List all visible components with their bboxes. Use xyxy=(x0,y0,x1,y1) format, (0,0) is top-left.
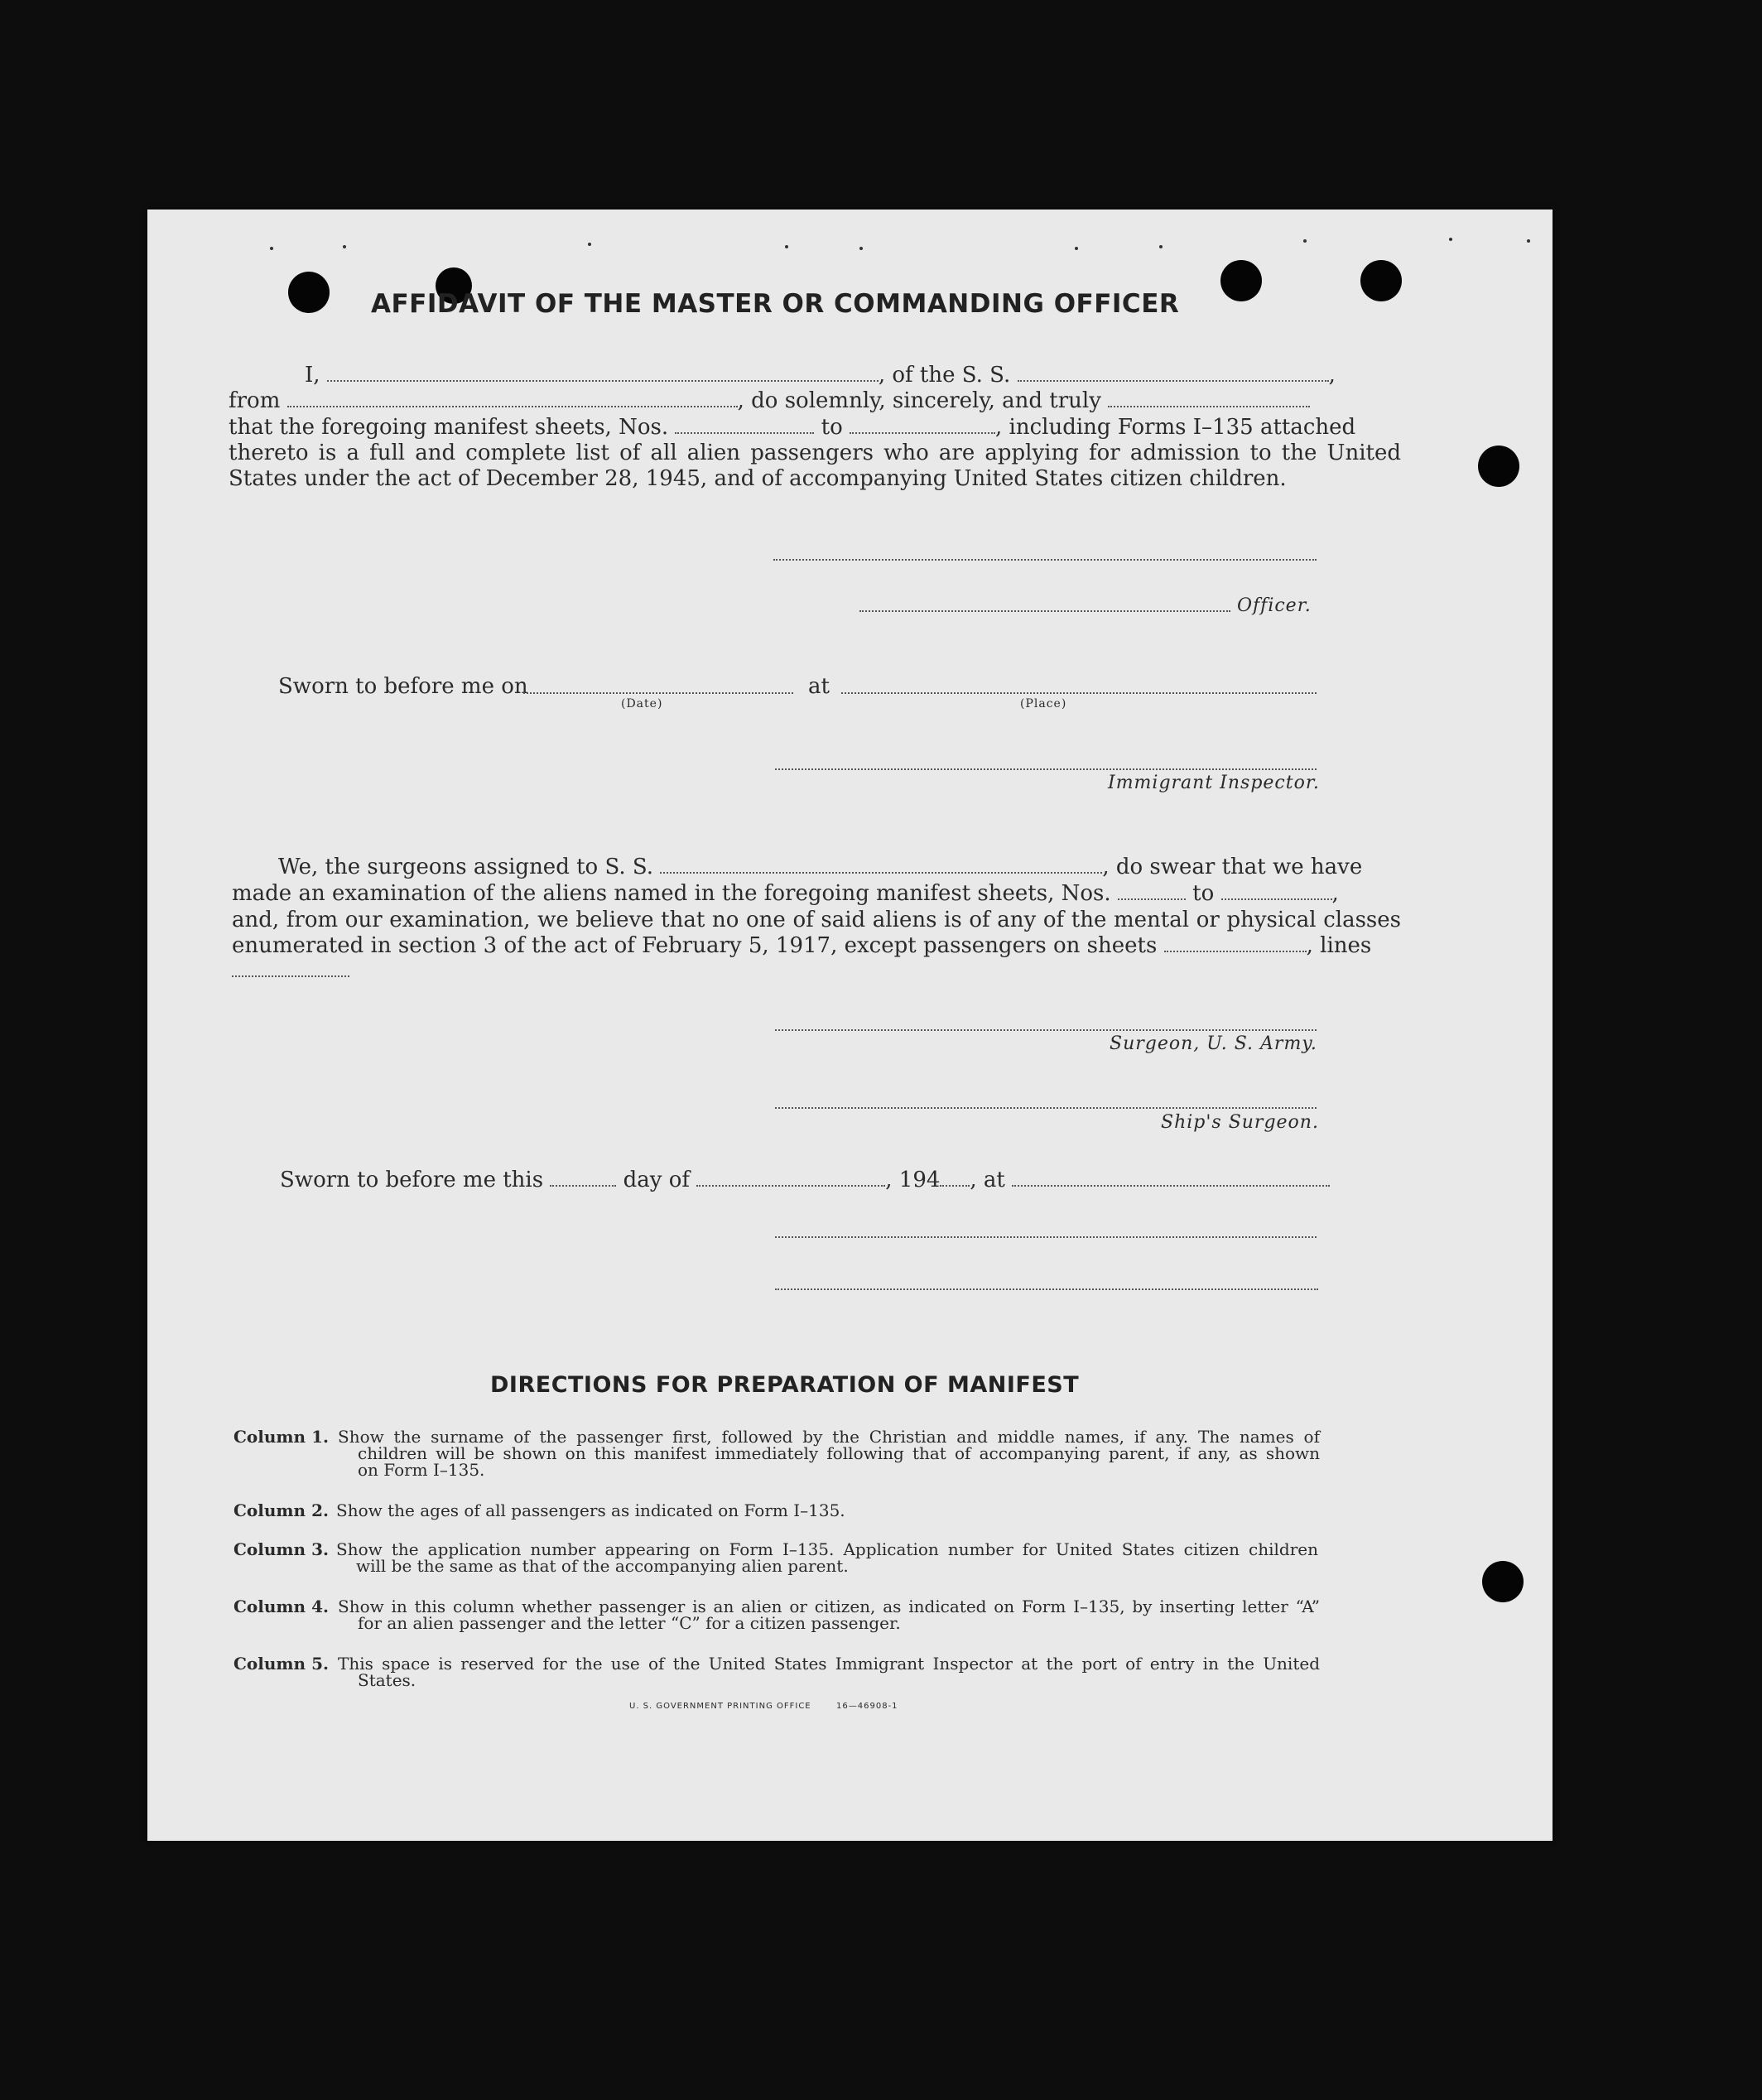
text: Sworn to before me this xyxy=(280,1168,544,1192)
text: will be the same as that of the accompanying alien parent. xyxy=(356,1556,849,1576)
punch-hole xyxy=(1360,260,1402,301)
text: Sworn to before me on xyxy=(278,674,528,699)
exception-lines-field[interactable] xyxy=(232,975,349,977)
inspector-signature-line-2[interactable] xyxy=(775,1236,1317,1238)
text: Show the ages of all passengers as indicated on Form I–135. xyxy=(336,1500,845,1520)
affidavit-title: AFFIDAVIT OF THE MASTER OR COMMANDING OFFICER xyxy=(371,289,1180,319)
speck xyxy=(343,245,346,248)
text: , including Forms I–135 attached xyxy=(995,415,1356,440)
text: I, xyxy=(305,363,320,388)
affidavit-line-4: thereto is a full and complete list of all alien passengers who are applying for admission to the United xyxy=(229,441,1401,465)
column-4-label: Column 4. xyxy=(233,1597,329,1616)
sheet-from-field[interactable] xyxy=(675,417,814,434)
speck xyxy=(1449,238,1452,241)
sworn-at: at xyxy=(808,674,830,699)
text: children will be shown on this manifest immediately following that of accompanying parent, if any, as shown xyxy=(358,1443,1320,1463)
text: to xyxy=(1192,881,1215,906)
text: that the foregoing manifest sheets, Nos. xyxy=(229,415,669,440)
column-1-text xyxy=(338,1428,1320,1478)
text: to xyxy=(821,415,843,440)
text: States. xyxy=(358,1670,416,1690)
column-3-text xyxy=(336,1541,1318,1574)
sworn-day-field[interactable] xyxy=(550,1170,616,1187)
speck xyxy=(1075,247,1078,250)
surgeons-line-2 xyxy=(232,880,1401,907)
text: Show in this column whether passenger is an alien or citizen, as indicated on Form I–135, by inserting letter “A” xyxy=(338,1597,1320,1616)
text: , xyxy=(1331,881,1339,906)
column-2-text xyxy=(336,1502,1318,1519)
sworn-month-field[interactable] xyxy=(696,1170,885,1187)
officer-label: Officer. xyxy=(1237,595,1312,616)
text: Show the surname of the passenger first, followed by the Christian and middle names, if any. The names of xyxy=(338,1427,1320,1447)
column-1-label: Column 1. xyxy=(233,1427,329,1447)
officer-signature-line[interactable] xyxy=(859,610,1230,612)
text: on Form I–135. xyxy=(358,1460,485,1480)
inspector-label: Immigrant Inspector. xyxy=(1108,773,1320,793)
speck xyxy=(785,245,788,248)
speck xyxy=(588,243,591,246)
surgeon-sheet-from-field[interactable] xyxy=(1118,884,1186,900)
punch-hole xyxy=(1482,1561,1524,1602)
sworn-statement-2 xyxy=(280,1167,1330,1193)
sworn-place-field[interactable] xyxy=(841,692,1317,694)
text: , do swear that we have xyxy=(1102,855,1363,879)
affidavit-line-1 xyxy=(272,362,1444,388)
text: for an alien passenger and the letter “C” for a citizen passenger. xyxy=(358,1613,901,1633)
army-surgeon-signature-line[interactable] xyxy=(775,1029,1317,1031)
master-name-field[interactable] xyxy=(327,365,879,382)
affidavit-line-5: States under the act of December 28, 1945, and of accompanying United States citizen children. xyxy=(229,466,1287,491)
affidavit-line-3 xyxy=(229,414,1401,441)
sworn-date-field[interactable] xyxy=(523,692,793,694)
text: , do solemnly, sincerely, and truly xyxy=(737,388,1101,413)
surgeons-line-4 xyxy=(232,932,1401,959)
text: , of the S. S. xyxy=(878,363,1011,388)
column-4-text xyxy=(338,1598,1320,1631)
sworn-year-field[interactable] xyxy=(940,1170,970,1187)
place-caption: (Place) xyxy=(1020,697,1067,710)
speck xyxy=(1303,239,1307,243)
speck xyxy=(270,247,273,250)
column-5-label: Column 5. xyxy=(233,1654,329,1674)
surgeons-line-3: and, from our examination, we believe that no one of said aliens is of any of the mental or physical classes xyxy=(232,908,1401,932)
form-code: 16—46908-1 xyxy=(836,1702,898,1711)
affidavit-line-2 xyxy=(229,388,1401,414)
inspector-signature-line[interactable] xyxy=(775,768,1317,770)
sworn-statement-1 xyxy=(278,673,528,700)
text: , 194 xyxy=(885,1168,941,1192)
oath-field[interactable] xyxy=(1108,391,1310,407)
sheet-to-field[interactable] xyxy=(850,417,995,434)
text: , xyxy=(1328,363,1336,388)
speck xyxy=(1159,245,1163,248)
army-surgeon-label: Surgeon, U. S. Army. xyxy=(1110,1033,1317,1054)
punch-hole xyxy=(288,272,330,313)
text: from xyxy=(229,388,281,413)
exception-sheets-field[interactable] xyxy=(1164,936,1307,952)
text: This space is reserved for the use of the United States Immigrant Inspector at the port of entry in the United xyxy=(338,1654,1320,1674)
ship-surgeon-label: Ship's Surgeon. xyxy=(1161,1112,1319,1133)
inspector-title-line[interactable] xyxy=(775,1288,1318,1290)
date-caption: (Date) xyxy=(621,697,663,710)
speck xyxy=(859,247,863,250)
surgeon-sheet-to-field[interactable] xyxy=(1221,884,1332,900)
port-from-field[interactable] xyxy=(287,391,738,407)
text: day of xyxy=(623,1168,690,1192)
signature-line[interactable] xyxy=(773,559,1317,561)
punch-hole xyxy=(1478,446,1519,487)
surgeons-line-1 xyxy=(278,854,1401,880)
ship-name-field[interactable] xyxy=(1018,365,1329,382)
printer-imprint xyxy=(629,1702,898,1711)
form-sheet xyxy=(147,210,1553,1841)
speck xyxy=(1527,239,1530,243)
column-3-label: Column 3. xyxy=(233,1539,329,1559)
text: We, the surgeons assigned to S. S. xyxy=(278,855,654,879)
text: Show the application number appearing on Form I–135. Application number for United States citizen children xyxy=(336,1539,1318,1559)
punch-hole xyxy=(1220,260,1262,301)
ship-surgeon-signature-line[interactable] xyxy=(775,1107,1317,1109)
text: made an examination of the aliens named in the foregoing manifest sheets, Nos. xyxy=(232,881,1111,906)
column-2-label: Column 2. xyxy=(233,1500,329,1520)
surgeon-ship-field[interactable] xyxy=(660,857,1102,874)
printer-name: U. S. GOVERNMENT PRINTING OFFICE xyxy=(629,1702,811,1711)
text: , lines xyxy=(1306,933,1372,958)
text: enumerated in section 3 of the act of February 5, 1917, except passengers on sheets xyxy=(232,933,1158,958)
column-5-text xyxy=(338,1655,1320,1688)
sworn-place-field-2[interactable] xyxy=(1012,1170,1330,1187)
text: , at xyxy=(970,1168,1005,1192)
directions-title: DIRECTIONS FOR PREPARATION OF MANIFEST xyxy=(490,1372,1080,1398)
